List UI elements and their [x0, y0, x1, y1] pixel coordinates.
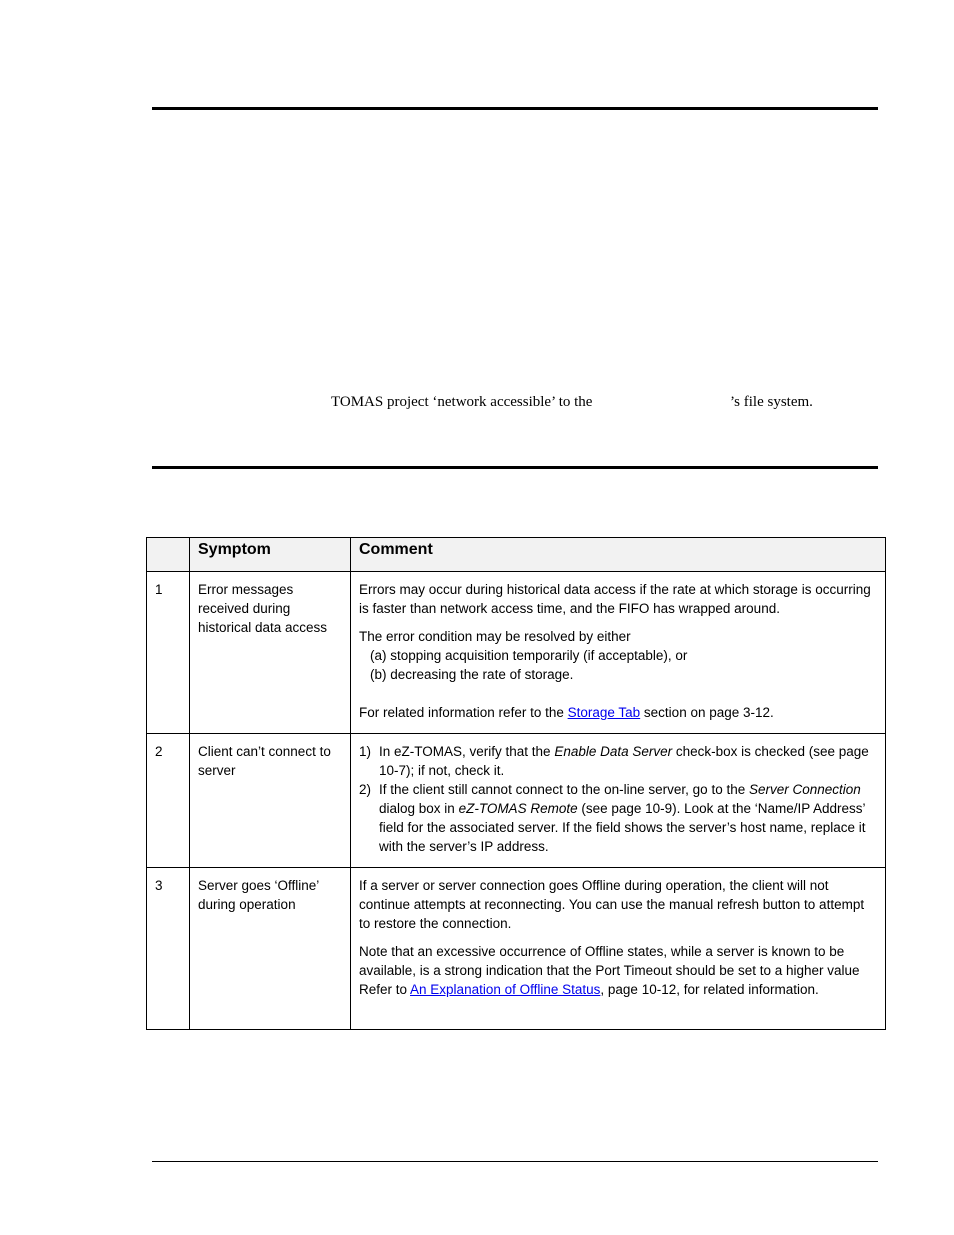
row-comment — [351, 572, 886, 734]
row-symptom: Error messages received during historical data access — [190, 572, 351, 734]
row-number: 2 — [147, 734, 190, 868]
header-comment: Comment — [351, 538, 886, 572]
top-rule — [152, 107, 878, 110]
text-fragment-left: TOMAS project ‘network accessible’ to the — [331, 394, 593, 410]
row-number: 1 — [147, 572, 190, 734]
header-number — [147, 538, 190, 572]
row-number: 3 — [147, 868, 190, 1030]
troubleshooting-table — [146, 537, 886, 1030]
row-symptom: Server goes ‘Offline’ during operation — [190, 868, 351, 1030]
comment-option-b: (b) decreasing the rate of storage. — [370, 667, 574, 682]
comment-paragraph: Errors may occur during historical data access if the rate at which storage is occurring is faster than network access time, and the FIFO has wrapped around. — [359, 582, 871, 616]
row-comment — [351, 868, 886, 1030]
table-row — [147, 572, 886, 734]
comment-option-a: (a) stopping acquisition temporarily (if acceptable), or — [370, 648, 688, 663]
table-row — [147, 734, 886, 868]
offline-status-link[interactable]: An Explanation of Offline Status — [410, 982, 601, 997]
comment-paragraph: Note that an excessive occurrence of Offline states, while a server is known to be available, is a strong indication that the Port Timeout should be set to a higher value Refer to An Explanation of Offline Status, page 10-12, for related information. — [359, 944, 860, 997]
row-symptom: Client can’t connect to server — [190, 734, 351, 868]
storage-tab-link[interactable]: Storage Tab — [567, 705, 641, 720]
comment-list-item: 1) In eZ-TOMAS, verify that the Enable Data Server check-box is checked (see page 10-7); if not, check it. — [359, 744, 869, 778]
section-rule — [152, 466, 878, 469]
table-row — [147, 868, 886, 1030]
footer-rule — [152, 1161, 878, 1162]
comment-reference: For related information refer to the Storage Tab section on page 3-12. — [359, 705, 774, 720]
comment-paragraph: If a server or server connection goes Offline during operation, the client will not continue attempts at reconnecting. You can use the manual refresh button to attempt to restore the connection. — [359, 878, 865, 931]
comment-list-item: 2) If the client still cannot connect to the on-line server, go to the Server Connection dialog box in eZ-TOMAS Remote (see page 10-9). Look at the ‘Name/IP Address’ field for the associated server. If the field shows the server’s host name, replace it with the server’s IP address. — [359, 782, 866, 854]
comment-paragraph: The error condition may be resolved by either — [359, 629, 631, 644]
table-header-row — [147, 538, 886, 572]
row-comment — [351, 734, 886, 868]
text-fragment-right: ’s file system. — [730, 394, 813, 410]
header-symptom: Symptom — [190, 538, 351, 572]
